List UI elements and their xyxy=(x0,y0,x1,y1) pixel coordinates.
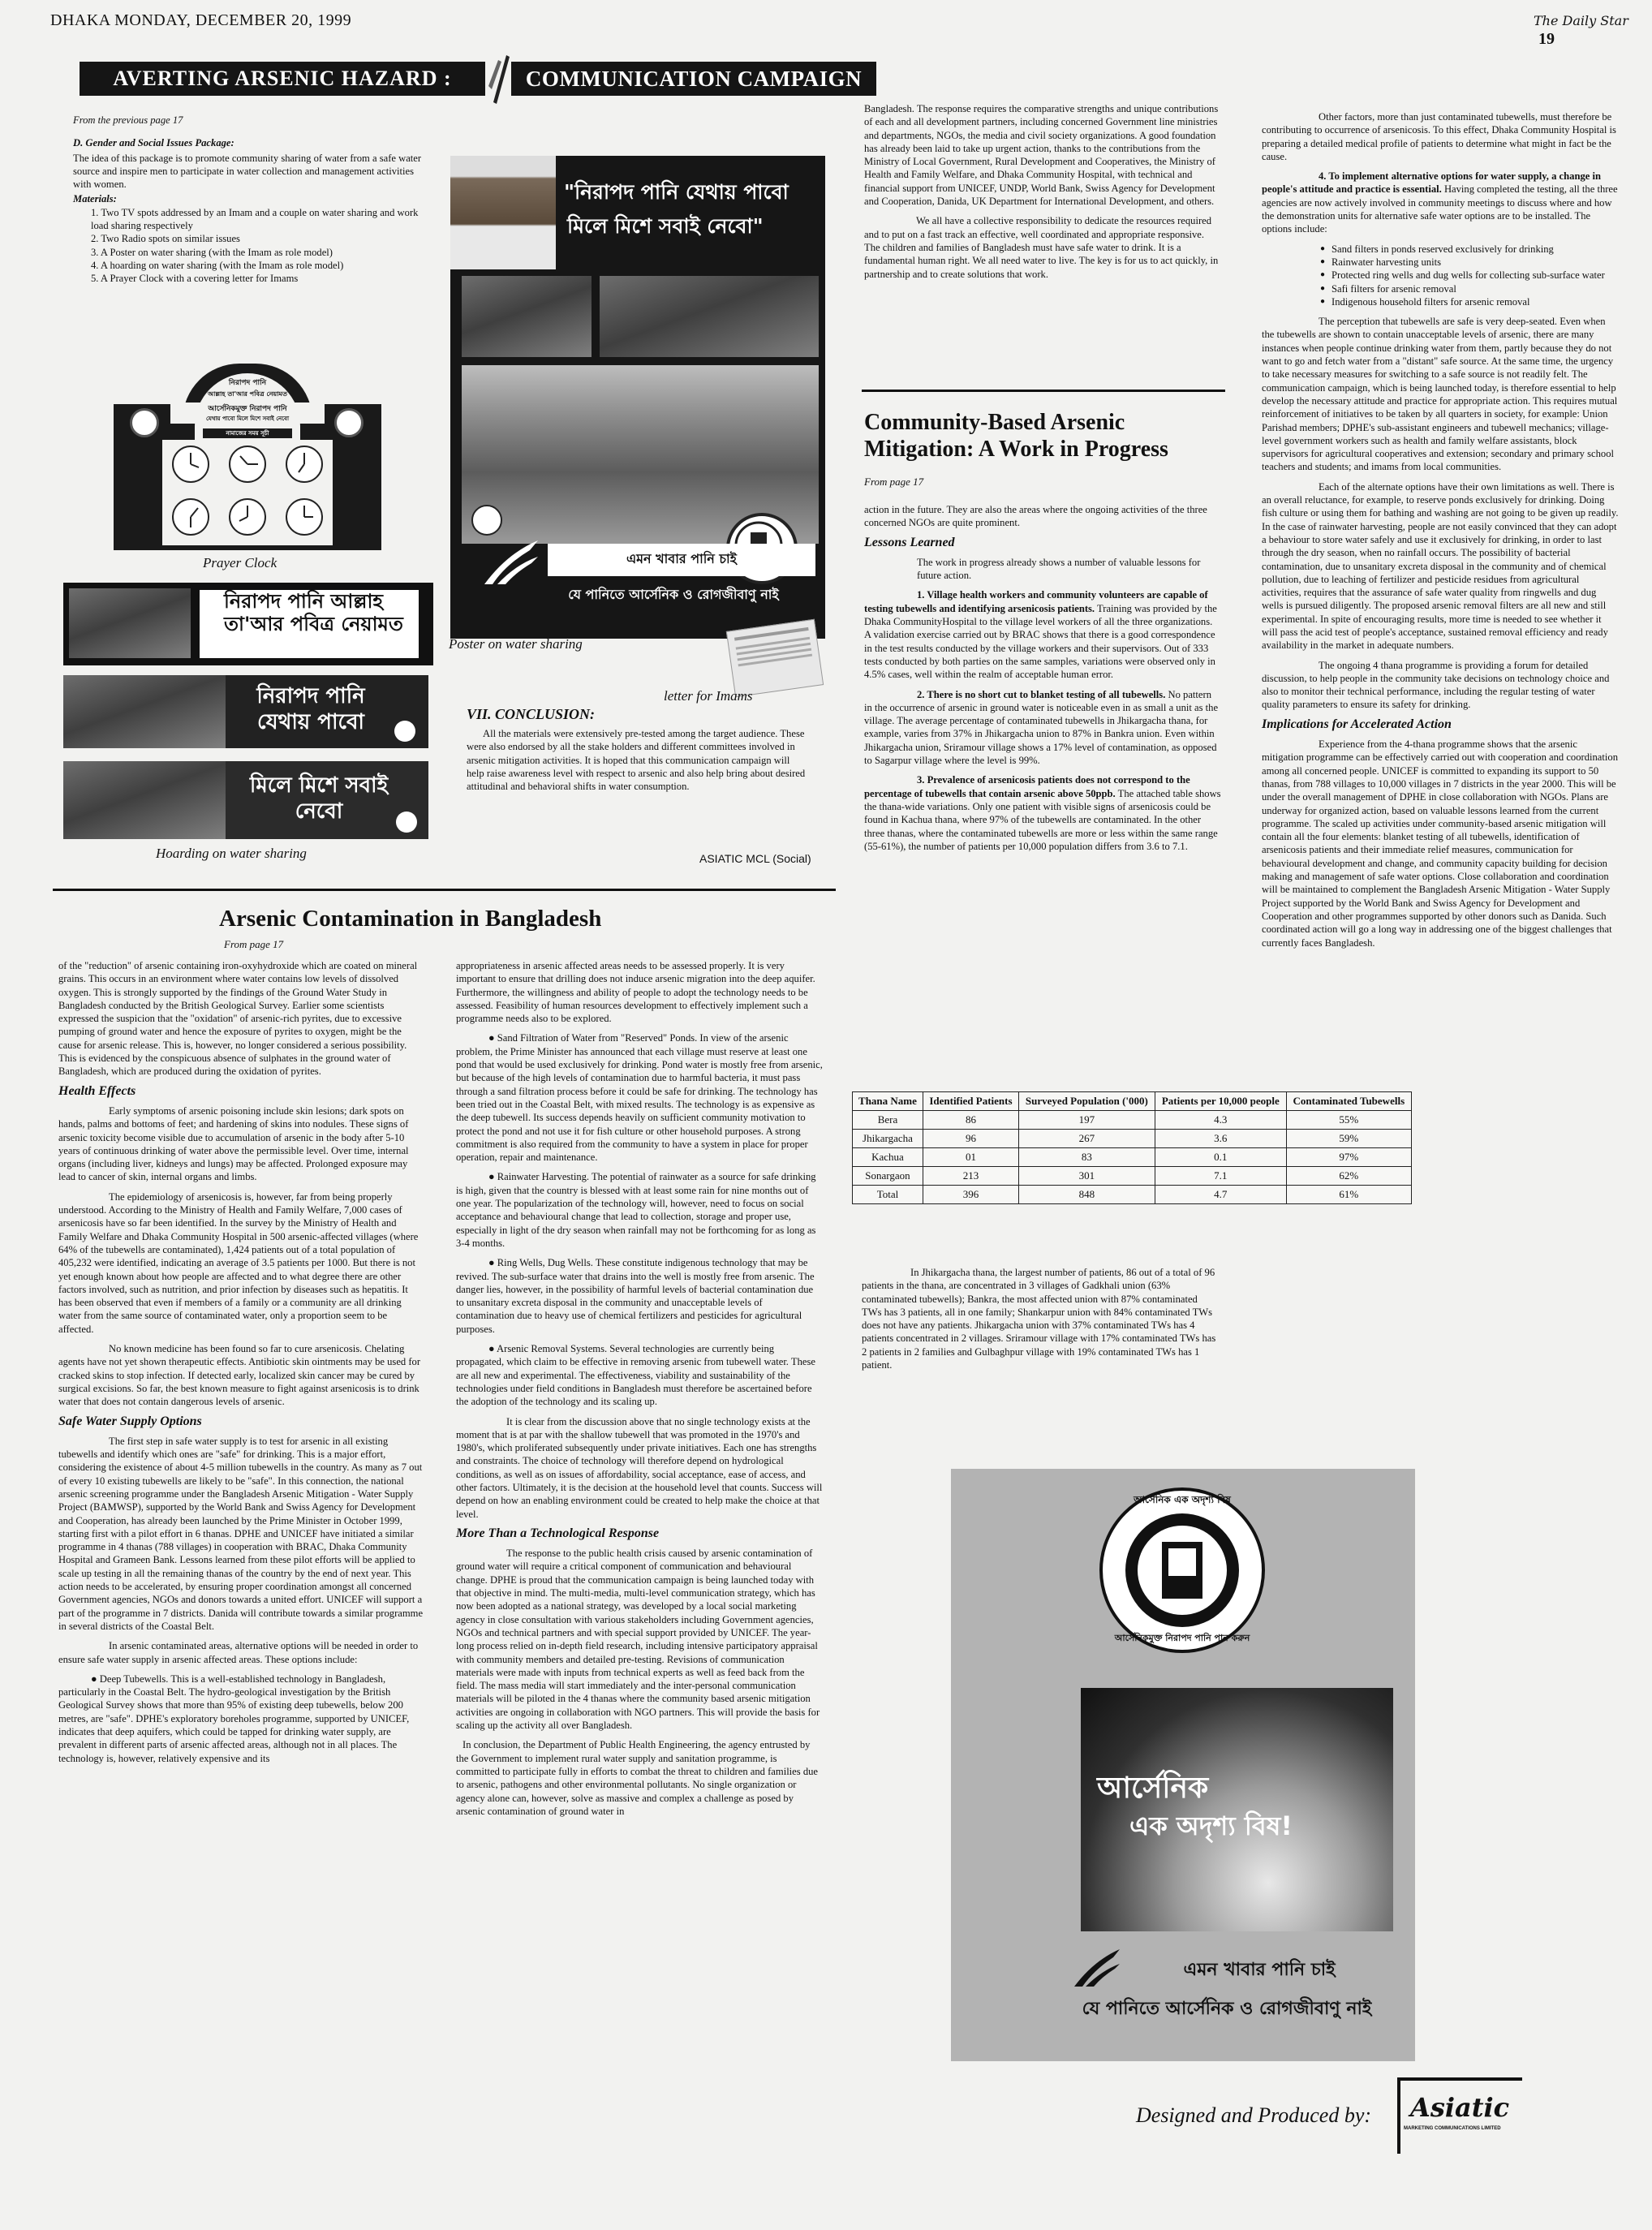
table-cell: 0.1 xyxy=(1155,1148,1286,1167)
list-item: ● Protected ring wells and dug wells for collecting sub-surface water xyxy=(1320,269,1619,282)
after-table: In Jhikargacha thana, the largest number of patients, 86 out of a total of 96 patients in the thana, are concentrated in 3 villages of Gadkhali union (63% contaminated tubewells); Bankra, the most affected union with 87% contaminated TWs has 3 patients, all in one family; Shankarpur union with 84% contaminated TWs does not have any patients. Jhikargacha union with 37% contaminated TWs has 4 patients concentrated in 2 villages. Sriramour village with 17% contaminated TWs has 2 patients in 2 families and Gulbaghpur village with 19% contaminated TWs has 1 patient. xyxy=(862,1267,1216,1371)
clock-line: আল্লাহ তা'আর পবিত্র নেয়ামত xyxy=(208,390,287,398)
contamination-from: From page 17 xyxy=(224,938,284,950)
paragraph: No known medicine has been found so far to cure arsenicosis. Chelating agents have not yet shown therapeutic effects. Antibiotic skin ointments may be used for cracked skins to stop infection. If detected early, localized skin cancer may be cured by surgical excisions. So far, the best known measure to fight against arsenicosis is to drink water that does not contain dangerous levels of arsenic. xyxy=(58,1343,421,1408)
list-item: ● Sand filters in ponds reserved exclusively for drinking xyxy=(1320,243,1619,256)
poster-quote-line: মিলে মিশে সবাই নেবো" xyxy=(567,214,764,238)
logo-subtext: MARKETING COMMUNICATIONS LIMITED xyxy=(1404,2126,1501,2131)
table-cell: Jhikargacha xyxy=(853,1130,923,1148)
list-item: 3. A Poster on water sharing (with the Imam as role model) xyxy=(91,246,333,258)
poster-bottom: যে পানিতে আর্সেনিক ও রোগজীবাণু নাই xyxy=(568,587,779,602)
lesson-text: No pattern in the occurrence of arsenic in ground water is noticeable even in as small a unit as the village. The average percentage of contaminated tubewells in Jhikargacha thana, for example, varies from 37% in Jhikargacha union to 87% in Bankra union. Even within Jhikargacha union, Sriramour village shows a 17% level of contamination, as opposed to Sagarpur village where the level is 99%. xyxy=(864,688,1219,767)
table-cell: Bera xyxy=(853,1111,923,1130)
paragraph: The ongoing 4 thana programme is providing a forum for detailed discussion, to help people in the community take decisions on technology choice and also to monitor their technical performance, including the regular testing of water quality parameters to ensure its safety for drinking. xyxy=(1262,659,1610,711)
clock-emblem-icon xyxy=(334,408,364,437)
prayer-clock xyxy=(114,364,381,550)
table-cell: 55% xyxy=(1286,1111,1411,1130)
credit: ASIATIC MCL (Social) xyxy=(699,852,811,865)
lesson-title: 2. There is no short cut to blanket testing of all tubewells. xyxy=(917,688,1166,700)
ad-seal xyxy=(1040,1485,1324,1655)
letter-image xyxy=(726,619,824,698)
brand-name: The Daily Star xyxy=(1534,13,1628,28)
table-cell: 97% xyxy=(1286,1148,1411,1167)
thana-table xyxy=(852,1091,1412,1204)
table-cell: 4.7 xyxy=(1155,1186,1286,1204)
community-from: From page 17 xyxy=(864,476,924,488)
paragraph xyxy=(864,588,1221,681)
from-previous: From the previous page 17 xyxy=(73,114,183,126)
prayer-clock-caption: Prayer Clock xyxy=(203,555,277,570)
ad-bottom: যে পানিতে আর্সেনিক ও রোগজীবাণু নাই xyxy=(1082,1999,1372,2019)
list-item: 2. Two Radio spots on similar issues xyxy=(91,233,240,245)
hoarding-1 xyxy=(63,583,433,665)
list-item: 5. A Prayer Clock with a covering letter for Imams xyxy=(91,273,299,285)
paragraph: In arsenic contaminated areas, alternative options will be needed in order to ensure safe water supply in arsenic affected areas. These options include: xyxy=(58,1640,419,1665)
paragraph: of the "reduction" of arsenic containing iron-oxyhydroxide which are coated on mineral grains. This occurs in an environment where water contains low levels of dissolved oxygen. This is strongly supported by the findings of the Ground Water Study in Bangladesh conducted by the British Geological Survey. Earlier some scientists expressed the suspicion that the "oxidation" of arsenic-rich pyrites, due to excessive pumping of ground water and hence the exposure of pyrites to oxygen, might be the cause for arsenic release. This is, however, no longer considered a serious possibility. This is evidenced by the conspicuous absence of sulphates in the ground water of Bangladesh, which are produced during the oxidation of pyrites. xyxy=(58,960,418,1078)
contamination-col1 xyxy=(58,959,424,1772)
table-cell: 848 xyxy=(1018,1186,1155,1204)
options-list xyxy=(1320,243,1619,308)
table-cell: Kachua xyxy=(853,1148,923,1167)
table-cell: 59% xyxy=(1286,1130,1411,1148)
table-cell: 96 xyxy=(923,1130,1018,1148)
table-header: Surveyed Population ('000) xyxy=(1018,1092,1155,1111)
point-text: Having completed the testing, all the three agencies are now actively involved in community meetings to discuss where and how the demonstration units for alternative safe water options are to be installed. The options include: xyxy=(1262,183,1618,235)
lesson-title: 1. Village health workers and community volunteers are capable of testing tubewells and identifying arsenicosis patients. xyxy=(864,589,1208,614)
table-header: Identified Patients xyxy=(923,1092,1018,1111)
paragraph: Other factors, more than just contaminated tubewells, must therefore be contributing to occurrence of arsenicosis. To this effect, Dhaka Community Hospital is preparing a detailed medical profile of patients to determine what might in fact be the cause. xyxy=(1262,111,1616,162)
section-banner xyxy=(57,58,863,99)
paragraph xyxy=(864,688,1221,768)
paragraph: Experience from the 4-thana programme shows that the arsenic mitigation programme can be effectively carried out with cooperation and coordination among all concerned people. UNICEF is committed to expanding its support to 50 thanas, from 788 villages to 10,000 villages in 7 districts in the year 2000. This will be under the overall management of DPHE in close collaboration with NGOs. Plans are underway for organized action, based on valuable lessons learned from the current programme. The scaled up activities under community-based arsenic mitigation will contain all the four elements: blanket testing of all tubewells, identification of arsenicosis patients and their immediate relief measures, communication for behavioural development and change, and community capacity building for decision making and management of safe water options. Close collaboration and coordination will be maintained to complement the Bangladesh Arsenic Mitigation - Water Supply Project supported by the World Bank and Swiss Agency for Development and Cooperation and other programmes supported by other donors such as Danida. Such coordinated action will go a long way in addressing one of the biggest challenges that currently faces Bangladesh. xyxy=(1262,738,1618,949)
clock-line: নামাজের সময় সূচী xyxy=(203,428,292,438)
hoarding-caption: Hoarding on water sharing xyxy=(156,846,307,861)
banner-left: AVERTING ARSENIC HAZARD : xyxy=(80,62,485,96)
rule xyxy=(53,889,836,891)
table-cell: 213 xyxy=(923,1167,1018,1186)
contamination-col2 xyxy=(456,959,823,1824)
safe-title: Safe Water Supply Options xyxy=(58,1414,202,1428)
list-item: ● Safi filters for arsenic removal xyxy=(1320,282,1619,295)
designed-by: Designed and Produced by: xyxy=(1136,2103,1372,2127)
contamination-title: Arsenic Contamination in Bangladesh xyxy=(219,906,602,932)
paragraph: appropriateness in arsenic affected areas needs to be assessed properly. It is very important to ensure that drilling does not induce arsenic migration into the deep aquifer. Furthermore, the willingness and ability of people to adopt the technology needs to be assessed. Feasibility of human resources development to effectively implement such a programme needs also to be explored. xyxy=(456,960,815,1025)
campaign-intro xyxy=(73,114,430,286)
paragraph: The response to the public health crisis caused by arsenic contamination of ground water will require a critical component of communication and behavioural change. DPHE is proud that the communication campaign is being launched today with that objective in mind. The multi-media, multi-level communication strategy, which has now been adopted as a national strategy, was developed by a local social marketing agency in close consultation with various stakeholders including Government agencies, NGOs and technical partners and with special support provided by UNICEF. The year-long process relied on in-depth field research, including intensive participatory appraisal with community members and detailed pre-testing. Revisions of communication materials were made with inputs from technical experts as well as feed back from the field. The mass media will start immediately and the inter-personal communication materials will be piloted in the 4 thanas where the community based arsenic mitigation activities are ongoing in collaboration with NGO partners. This will provide the basis for scaling up the activity all over Bangladesh. xyxy=(456,1548,820,1732)
conclusion-title: VII. CONCLUSION: xyxy=(467,706,596,722)
crowd-photo xyxy=(63,761,226,839)
hoarding-1-text: নিরাপদ পানি আল্লাহ তা'আর পবিত্র নেয়ামত xyxy=(200,590,419,658)
table-cell: 61% xyxy=(1286,1186,1411,1204)
table-header-row xyxy=(853,1092,1412,1111)
logo-text: Asiatic xyxy=(1410,2092,1510,2123)
water-photo xyxy=(63,675,226,748)
page-number: 19 xyxy=(1538,30,1555,48)
paragraph: ● Deep Tubewells. This is a well-established technology in Bangladesh, particularly in the Coastal Belt. The hydro-geological investigation by the British Geological Survey shows that more than 95% of existing deep tubewells, below 200 metres, are "safe". DPHE's exploratory boreholes programme, supported by UNICEF, indicates that deep aquifers, which could be tapped for drinking water supply, are prevalent in different parts of arsenic affected areas, although not in all places. The technology is, however, relatively expensive and its xyxy=(58,1672,410,1764)
point-title: 4. To implement alternative options for water supply, a change in people's attitude and practice is essential. xyxy=(1262,170,1601,196)
paragraph: The epidemiology of arsenicosis is, however, far from being properly understood. According to the Ministry of Health and Family Welfare, 7,000 cases of arsenicosis have so far been identified. In the survey by the Ministry of Health and Family Welfare and Dhaka Community Hospital in 500 arsenic-affected villages (where 64% of the tubewells are contaminated), 1,424 patients out of a total population of 405,232 were identified, indicating an average of 3.5 patients per 1000. But there is not yet enough known about how people are affected and to what degree there are other factors involved, such as nutrition, and prior infection by diseases such as hepatitis. It has been observed that even if members of a family or a community are all drinking water from the same source of contaminated water, only a proportion seem to be affected. xyxy=(58,1190,419,1335)
imam-portrait xyxy=(450,156,556,269)
package-title: D. Gender and Social Issues Package: xyxy=(73,137,234,149)
poster-bottom: এমন খাবার পানি চাই xyxy=(548,544,815,576)
table-header: Thana Name xyxy=(853,1092,923,1111)
more-title: More Than a Technological Response xyxy=(456,1526,660,1540)
paragraph: ● Rainwater Harvesting. The potential of rainwater as a source for safe drinking is high, given that the country is blessed with at least some rain for nine months out of one year. The popularization of the technology will, however, need to focus on social acceptance and behavioural change that lead to collection, storage and proper use, especially in light of the dry season when rainfall may not be forthcoming for as long as 3-4 months. xyxy=(456,1171,816,1249)
clock-emblem-icon xyxy=(130,408,159,437)
implications-title: Implications for Accelerated Action xyxy=(1262,717,1452,731)
health-title: Health Effects xyxy=(58,1083,136,1098)
table-cell: 86 xyxy=(923,1111,1018,1130)
paragraph: Each of the alternate options have their own limitations as well. There is an overall reluctance, for example, to reserve ponds exclusively for drinking. Doing fish culture or using them for bathing and washing are not going to be given up readily. In the case of rainwater harvesting, people are not easily convinced that they can adopt a behaviour to store water safely and use it exclusively for drinking, in order to last through the dry season, when no rainfall occurs. The possibility of bacterial contamination, due to unsanitary excreta disposal in the community and of chemical pollution, due to leaching of fertilizer and pesticide residues from agricultural activities, requires that the assurance of safe water quality from ringwells and dug wells is pursued diligently. The proposed arsenic removal filters are all new and still experimental. In spite of encouraging results, more time is needed to see whether it will pass the acid test of people's acceptance, sustained removal efficiency and ready availability in the market in adequate numbers. xyxy=(1262,480,1619,652)
paragraph: ● Arsenic Removal Systems. Several technologies are currently being propagated, which claim to be effective in removing arsenic from tubewell water. These are all new and experimental. The effectiveness, viability and sustainability of the technologies under field conditions in Bangladesh must therefore be ascertained before the adoption of the technology and its scaling up. xyxy=(456,1343,815,1408)
swoosh-icon xyxy=(483,537,540,586)
clock-line: আর্সেনিকমুক্ত নিরাপদ পানি xyxy=(170,403,325,415)
table-cell: 197 xyxy=(1018,1111,1155,1130)
table-cell: Total xyxy=(853,1186,923,1204)
swoosh-icon xyxy=(1073,1948,1121,1988)
clock-line: যেথায় পাবো মিলে মিশে সবাই নেবো xyxy=(170,414,325,424)
paragraph xyxy=(864,773,1221,853)
pen-icon xyxy=(485,54,510,104)
dateline: DHAKA MONDAY, DECEMBER 20, 1999 xyxy=(50,11,352,29)
paragraph: action in the future. They are also the areas where the ongoing activities of the three concerned NGOs are quite prominent. xyxy=(864,504,1207,529)
water-collection-photo xyxy=(462,276,592,357)
community-body xyxy=(864,503,1221,859)
paragraph xyxy=(1262,170,1619,235)
list-item: 4. A hoarding on water sharing (with the Imam as role model) xyxy=(91,259,344,271)
table-cell: 01 xyxy=(923,1148,1018,1167)
poster-quote-line: "নিরাপদ পানি যেথায় পাবো xyxy=(564,180,789,204)
table-row xyxy=(853,1167,1412,1186)
emblem-icon xyxy=(471,505,502,536)
col3-top xyxy=(864,102,1221,287)
hoarding-3 xyxy=(63,761,428,839)
poster xyxy=(450,156,825,639)
letter-caption: letter for Imams xyxy=(664,688,753,704)
table-row xyxy=(853,1148,1412,1167)
paragraph: ● Ring Wells, Dug Wells. These constitute indigenous technology that may be revived. The sub-surface water that drains into the well is mostly free from arsenic. The danger lies, however, in the possibility of harmful levels of bacterial contamination due to unsanitary excreta disposal in the community and unacceptable levels of contamination due to heavy use of chemical fertilizers and pesticides for agricultural purposes. xyxy=(456,1257,815,1335)
ad-ring-text: আর্সেনিক এক অদৃশ্য বিষ xyxy=(1134,1494,1231,1505)
table-cell: 301 xyxy=(1018,1167,1155,1186)
clock-heading: নিরাপদ পানি xyxy=(228,379,267,387)
hoarding-3-text: মিলে মিশে সবাই নেবো xyxy=(249,773,389,824)
paragraph: The first step in safe water supply is to test for arsenic in all existing tubewells and identify which ones are "safe" for drinking. This is a major effort, considering the existence of about 4-5 million tubewells in the country. As many as 7 out of every 10 existing tubewells are likely to be "safe". In this connection, the national arsenic screening programme under the Bangladesh Arsenic Mitigation - Water Supply Project (BAMWSP), supported by the World Bank and Swiss Agency for Development and Cooperation, has already been launched by the Prime Minister in October 1999, starting first with a pilot effort in 6 thanas. DPHE and UNICEF have initiated a similar programme in 4 thanas (788 villages) in cooperation with BRAC, Dhaka Community Hospital and Grameen Bank. Lessons learned from these pilot efforts will be applied to scale up testing in all the remaining thanas of the country by the end of next year. This action needs to be accelerated, by ensuring proper coordination amongst all concerned Government agencies, NGOs and donors towards a united effort. UNICEF will support a part of the programme in 7 districts. Danida will contribute towards a similar programme in several districts of the Coastal Belt. xyxy=(58,1435,424,1632)
table-row xyxy=(853,1186,1412,1204)
paragraph: In conclusion, the Department of Public Health Engineering, the agency entrusted by the Government to implement rural water supply and sanitation programme, is committed to participate fully in efforts to combat the threat to children and families due to arsenic, pathogens and other environmental pollutants. No single organization or agency alone can, however, solve as massive and complex a challenge as posed by arsenic contamination of ground water in xyxy=(456,1739,819,1817)
lesson-title: 3. Prevalence of arsenicosis patients does not correspond to the percentage of tubewells that contain arsenic above 50ppb. xyxy=(864,774,1190,799)
logo-icon xyxy=(394,721,415,742)
lessons-title: Lessons Learned xyxy=(864,535,955,549)
table-cell: 267 xyxy=(1018,1130,1155,1148)
table-header: Contaminated Tubewells xyxy=(1286,1092,1411,1111)
list-item: ● Indigenous household filters for arsenic removal xyxy=(1320,295,1619,308)
materials-list xyxy=(91,206,430,286)
arsenic-ad xyxy=(951,1469,1415,2061)
logo-icon xyxy=(396,811,417,833)
table-header: Patients per 10,000 people xyxy=(1155,1092,1286,1111)
paragraph: The work in progress already shows a number of valuable lessons for future action. xyxy=(917,556,1201,582)
ad-headline-line: এক অদৃশ্য বিষ! xyxy=(1129,1810,1293,1841)
table-cell: 83 xyxy=(1018,1148,1155,1167)
paragraph: It is clear from the discussion above that no single technology exists at the moment that is at par with the shallow tubewell that was promoted in the 1970's and 1980's, which proliferated subsequently under private initiatives. Each one has strengths and constraints. The choice of technology will therefore depend on hydrological conditions, as well as on issues of affordability, social acceptance, ease of access, and other factors. Ultimately, it is the decision at the household level that counts. Success will depend on how an enabling environment could be created to help make the choice at that level. xyxy=(456,1415,823,1520)
paragraph: ● Sand Filtration of Water from "Reserved" Ponds. In view of the arsenic problem, the Prime Minister has announced that each village must reserve at least one pond that would be used exclusively for drinking. Pond water is mostly free from arsenic, but because of the high levels of contamination due to harmful bacteria, it must pass through a sand filtration process before it could be safe for drinking. The technology has been tried out in the Coastal Belt, with mixed results. The technology is as expensive as the deep tubewell. Its success depends heavily on sufficient community motivation to protect the pond and not use it for fish culture or other household purposes. A strong commitment is also required from the community to have a system in place for proper operation, repair and maintenance. xyxy=(456,1032,823,1164)
paragraph: Early symptoms of arsenic poisoning include skin lesions; dark spots on hands, palms and bottoms of feet; and hardening of skins into nodules. These signs of arsenic toxicity become visible due to accumulation of arsenic in the body after 5-10 years of continuous drinking of water above the permissible level. Over time, internal organs (including liver, kidneys and lungs) may be affected. Prolonged exposure may lead to cancer of skin, internal organs and limbs. xyxy=(58,1104,409,1183)
table-cell: 62% xyxy=(1286,1167,1411,1186)
package-text: The idea of this package is to promote community sharing of water from a safe water source and inspire men to participate in water collection and management activities with women. xyxy=(73,152,422,191)
tubewell-photo xyxy=(600,276,819,357)
ad-bottom: এমন খাবার পানি চাই xyxy=(1183,1960,1336,1980)
clock-faces xyxy=(162,440,333,545)
col4-body xyxy=(1262,110,1619,956)
paragraph: Bangladesh. The response requires the comparative strengths and unique contributions of each and all development partners, including concerned Government line ministries and departments, NGOs, the media and civil society organizations. A good foundation has already been laid to take up urgent action, thanks to the contributions from the Ministry of Local Government, Rural Development and Cooperatives, the Ministry of Health and Family Welfare, and Dhaka Community Hospital, with technical and financial support from UNICEF, UNDP, World Bank, Swiss Agency for Development and Cooperation, Danida, UK Department for International Development, and others. xyxy=(864,103,1219,208)
hoarding-2 xyxy=(63,675,428,748)
ad-headline-line: আর্সেনিক xyxy=(1097,1772,1209,1805)
table-row xyxy=(853,1130,1412,1148)
poster-caption: Poster on water sharing xyxy=(449,636,583,652)
hoarding-2-text: নিরাপদ পানি যেথায় পাবো xyxy=(256,684,365,734)
table-cell: 7.1 xyxy=(1155,1167,1286,1186)
paragraph: We all have a collective responsibility to dedicate the resources required and to put on a fast track an effective, well coordinated and appropriate responsive. The children and families of Bangladesh must have safe water to drink. It is a fundamental human right. We all need water to live. The key is for us to act quickly, in partnership and to create solutions that work. xyxy=(864,215,1219,280)
table-cell: 3.6 xyxy=(1155,1130,1286,1148)
table-cell: Sonargaon xyxy=(853,1167,923,1186)
materials-label: Materials: xyxy=(73,193,117,205)
banner-right: COMMUNICATION CAMPAIGN xyxy=(511,62,876,96)
list-item: ● Rainwater harvesting units xyxy=(1320,256,1619,269)
ad-headline xyxy=(1097,1769,1373,1844)
masthead xyxy=(1534,11,1652,49)
ad-inner-ring: আর্সেনিকমুক্ত নিরাপদ পানি পান করুন xyxy=(1114,1633,1250,1643)
table-row xyxy=(853,1111,1412,1130)
rule xyxy=(862,390,1225,392)
list-item: 1. Two TV spots addressed by an Imam and a couple on water sharing and work load sharing respectively xyxy=(91,206,419,232)
conclusion-text: All the materials were extensively pre-tested among the target audience. These were also endorsed by all the stake holders and different committees involved in arsenic mitigation activities. It is hoped that this communication campaign will help raise awareness level with respect to arsenic and also help bring about desired attitudinal and behavioral shifts in water consumption. xyxy=(467,728,806,793)
table-cell: 4.3 xyxy=(1155,1111,1286,1130)
lesson-text: Training was provided by the Dhaka CommunityHospital to the village level workers of all the three organizations. A validation exercise carried out by BRAC shows that there is a good correspondence in the test results conducted by the village workers and their supervisors. Out of 333 tests conducted by both parties on the same samples, variations were observed only in 4.5% cases, well within the realm of acceptable human error. xyxy=(864,602,1217,681)
asiatic-logo xyxy=(1397,2077,1522,2154)
lesson-text: The attached table shows the thana-wide variations. Only one patient with visible signs of arsenicosis could be found in Kachua thana, where 97% of the tubewells are contaminated. In the other three thanas, where the contaminated tubewells are more or less within the same range (55-61%), the number of patients per 10,000 population differs from 3.6 to 7.1. xyxy=(864,787,1221,852)
imam-photo xyxy=(69,588,191,658)
poster-quote xyxy=(564,175,824,243)
paragraph: The perception that tubewells are safe is very deep-seated. Even when the tubewells are shown to contain unacceptable levels of arsenic, there are many instances when people continue drinking water from them, partly because they do not want to go and fetch water from a "distant" safe source. At the same time, the urgency to take necessary measures for switching to a safe source is not readily felt. The communication campaign, which is being launched today, is therefore essential to help develop the necessary attitude and practice for appropriate action. This requires mutual reinforcement of initiatives to be taken by all quarters in society, for example: Union Parishad members; DPHE's sub-assistant engineers and tubewell mechanics; village-level government workers such as health and family welfare assistants, block supervisors for agricultural cooperatives and extension; secondary and primary school teachers and students; and imams from local communities. xyxy=(1262,316,1618,473)
table-cell: 396 xyxy=(923,1186,1018,1204)
community-title: Community-Based Arsenic Mitigation: A Work in Progress xyxy=(864,410,1168,462)
